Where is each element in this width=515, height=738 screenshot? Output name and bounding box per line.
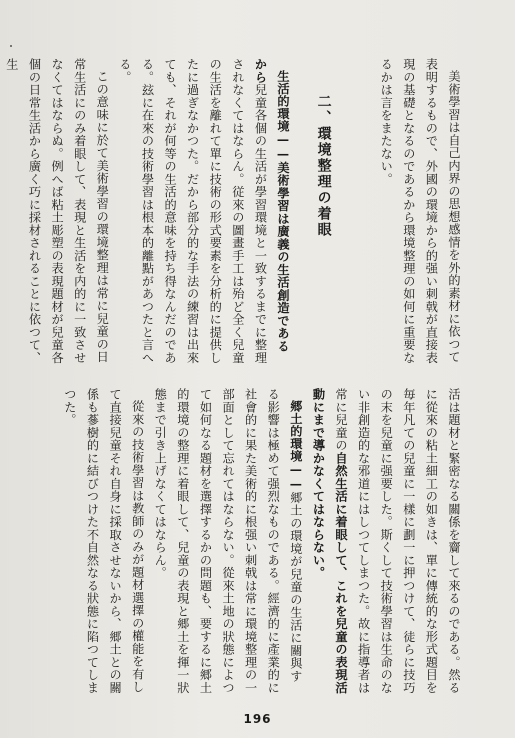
- paragraph-continued-body: 活は題材と緊密なる關係を齎して來るのである。然るに從來の粘土細工の如きは、單に傳統的な形式題目を毎年凡ての兒童に一樣に劃一に押つけて、徒らに技巧の末を兒童に强要した。斯くして技術學習は生命のない非創造的な邪道にはしつてしまつた。故に指導者は常に兒童の: [334, 388, 461, 694]
- paragraph-local-body: 郷土の環境が兒童の生活に關與する影響は極めて强烈なものである。經濟的に產業的に社會的に果た美術的に根强い刺戟は常に環境整理の一部面として忘れてはならない。從來土地の狀態によつて如何なる題材を選擇するかの問題も、要するに郷土的環境の整理に着眼して、兒童の表現と郷土を揮一狀態まで引き上げなくてはならん。: [153, 388, 303, 694]
- section-heading: 二、環境整理の着眼: [315, 94, 332, 239]
- paragraph-continued: [307, 388, 465, 695]
- top-text-block: [4, 58, 465, 365]
- paragraph-daily-life: この意味に於て美術學習の環境整理は常に兒童の日常生活にのみ着眼して、表現と生活を内的に一致させなくてはならぬ。例へば粘土彫塑の表現題材が兒童各個の日常生活から廣く巧に採材されることに依つて、生: [4, 58, 110, 364]
- paragraph-technique-learning: 從來の技術學習は教師のみが題材選擇の權能を有して直接兒童それ自身に採取させないから、郷土との關係も蔘樹的に結びつけた不自然なる狀態に陷つてしまつた。: [62, 388, 145, 694]
- paragraph-living-body: 兒童各個の生活が學習環境と一致するまでに整理されなくてはならん。従來の圖畫手工は殆ど全く兒童の生活を離れて單に技術の形式要素を分析的に提供したに過ぎなかつた。だから部分的な手法の練習は出來ても、それが何等の生活的意味を持ち得なんだのである。玆に在來の技術學習は根本的離點があつたと言へる。: [117, 58, 268, 364]
- subhead-local-environment: 郷土的環境——: [288, 400, 303, 492]
- ink-speck: [10, 45, 12, 47]
- paragraph-intro: 美術學習は自己内界の思想感情を外的素材に依つて表明するもので、外國の環境から的强い刺戟が直接表現の基礎となるのであるから環境整理の如何に重要なるかは言をまたない。: [379, 58, 461, 364]
- paragraph-living-environment: [113, 58, 294, 365]
- emphasis-natural-life: 自然生活に着眼して、これを兒童の表現活動にまで導かなくてはならない。: [311, 388, 349, 694]
- paragraph-local-environment: [149, 388, 307, 695]
- bottom-text-block: [17, 388, 465, 695]
- page-number: 196: [243, 712, 272, 726]
- emphasis-living-creation: 美術學習は廣義の生活創造であるから: [253, 58, 291, 353]
- subhead-living-environment: 生活的環境——: [276, 70, 291, 162]
